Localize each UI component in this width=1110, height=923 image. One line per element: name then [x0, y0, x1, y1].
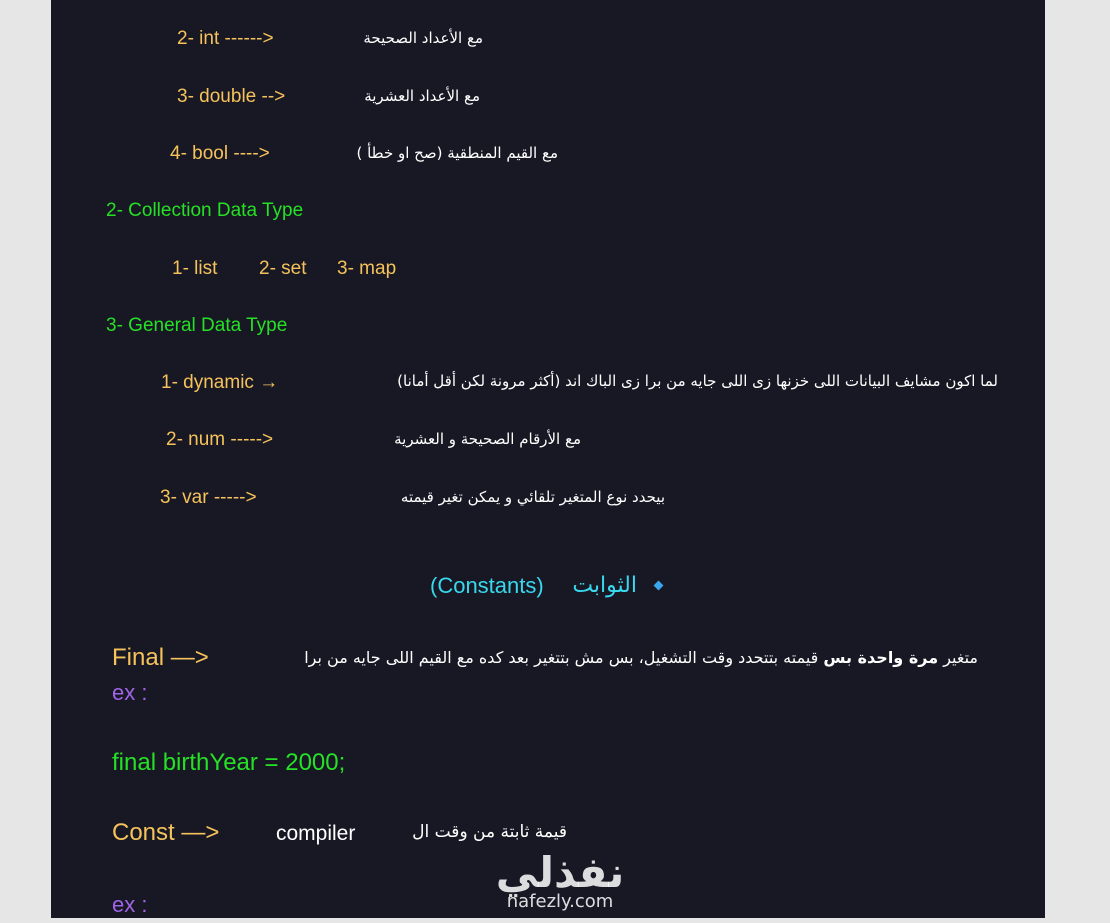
document-page	[51, 0, 1045, 918]
collection-set: 2- set	[259, 258, 307, 279]
final-description	[304, 648, 978, 667]
example-label: ex :	[112, 680, 148, 705]
bool-label: 4- bool ---->	[170, 143, 270, 164]
int-description: مع الأعداد الصحيحة	[363, 29, 483, 47]
example-label-2: ex :	[112, 892, 148, 917]
dynamic-description: لما اكون مشايف البيانات اللى خزنها زى اللى جايه من برا زى الباك اند (أكثر مرونة لكن أقل أمانا)	[397, 372, 998, 390]
nafezly-logo: نفذلي	[495, 848, 625, 897]
collection-list: 1- list	[172, 258, 218, 279]
dynamic-label: 1- dynamic →	[161, 372, 279, 393]
num-label: 2- num ----->	[166, 429, 274, 450]
int-label: 2- int ------>	[177, 28, 274, 49]
const-description-compiler: compiler	[276, 822, 356, 845]
collection-map: 3- map	[337, 258, 397, 279]
double-label: 3- double -->	[177, 86, 286, 107]
bool-description: مع القيم المنطقية (صح او خطأ )	[356, 144, 558, 162]
nafezly-site: nafezly.com	[506, 891, 614, 912]
var-description: بيحدد نوع المتغير تلقائي و يمكن تغير قيمته	[400, 488, 665, 506]
constants-heading-arabic: الثوابت	[572, 573, 637, 598]
var-label: 3- var ----->	[160, 487, 257, 508]
final-description-start: متغير	[943, 648, 978, 667]
final-label: Final —>	[112, 644, 209, 671]
collection-heading: 2- Collection Data Type	[106, 200, 304, 221]
num-description: مع الأرقام الصحيحة و العشرية	[394, 430, 581, 448]
code-final-birthyear: final birthYear = 2000;	[112, 749, 346, 776]
nafezly-watermark	[490, 850, 630, 912]
diamond-bullet-icon	[654, 581, 664, 591]
general-heading: 3- General Data Type	[106, 315, 288, 336]
const-label: Const —>	[112, 819, 220, 846]
final-description-bold: مرة واحدة بس	[823, 648, 939, 667]
double-description: مع الأعداد العشرية	[364, 87, 480, 105]
final-description-end: قيمته بتتحدد وقت التشغيل، بس مش بتتغير بعد كده مع القيم اللى جايه من برا	[304, 648, 819, 667]
const-description: قيمة ثابتة من وقت ال	[412, 822, 567, 842]
constants-heading-english: (Constants)	[430, 573, 544, 598]
